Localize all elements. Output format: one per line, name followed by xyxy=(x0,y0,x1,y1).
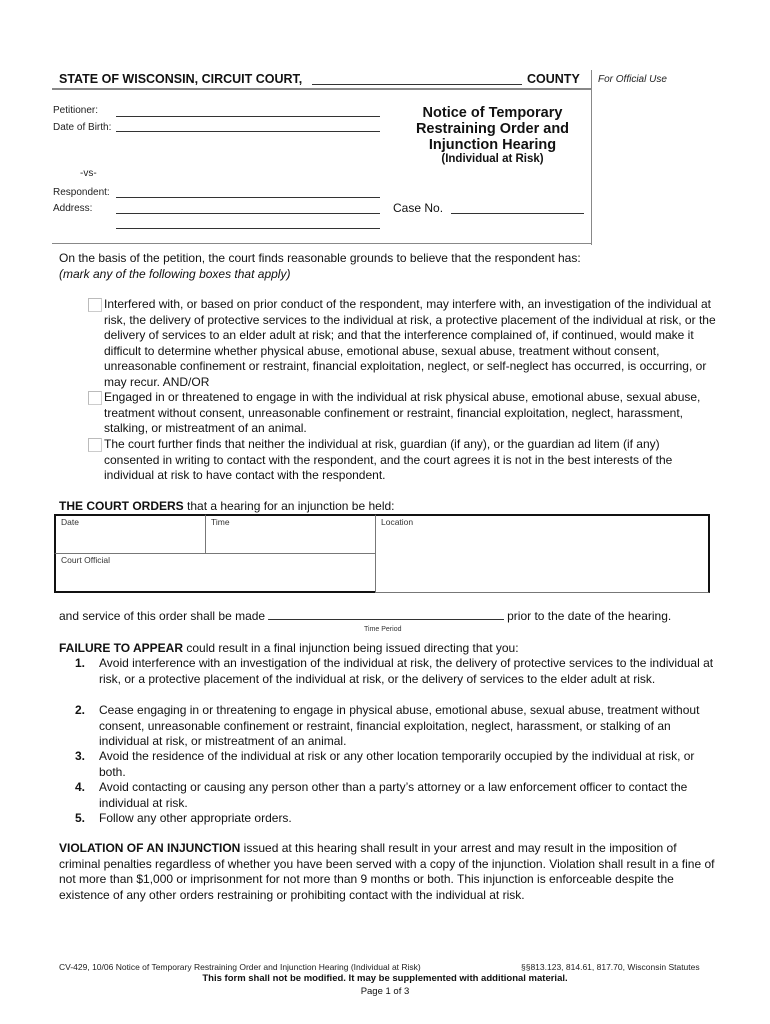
hearing-date-label: Date xyxy=(61,517,79,527)
service-text-before: and service of this order shall be made xyxy=(59,609,266,623)
modification-notice: This form shall not be modified. It may be supplemented with additional material. xyxy=(202,973,568,984)
dob-field[interactable] xyxy=(116,131,380,132)
order-text: Avoid the residence of the individual at risk or any other location temporarily occupied by the individual at risk, or both. xyxy=(99,749,695,779)
petitioner-field[interactable] xyxy=(116,116,380,117)
document-title xyxy=(400,105,585,153)
failure-rest: could result in a final injunction being issued directing that you: xyxy=(183,641,519,655)
document-subtitle: (Individual at Risk) xyxy=(441,153,544,165)
finding-item xyxy=(88,437,718,484)
address-label: Address: xyxy=(53,203,93,214)
order-list-item xyxy=(59,780,719,811)
county-label: COUNTY xyxy=(527,72,580,86)
address-field-1[interactable] xyxy=(116,213,380,214)
title-line-3: Injunction Hearing xyxy=(428,137,557,153)
hearing-time-field[interactable] xyxy=(205,514,376,554)
violation-bold: VIOLATION OF AN INJUNCTION xyxy=(59,841,241,855)
hearing-location-field[interactable] xyxy=(375,514,710,593)
findings-intro: On the basis of the petition, the court finds reasonable grounds to believe that the respondent has: xyxy=(59,251,581,265)
order-list-item xyxy=(59,703,719,750)
service-statement xyxy=(59,609,671,623)
court-orders-rest: that a hearing for an injunction be held: xyxy=(183,499,395,513)
order-text: Avoid interference with an investigation of the individual at risk, the delivery of protective services to the individual at risk, or a protective placement of the individual at risk, or the delivery of services to the elder adult at risk. xyxy=(99,656,714,686)
order-text: Avoid contacting or causing any person other than a party’s attorney or a law enforcement officer to contact the individual at risk. xyxy=(99,780,688,810)
hearing-location-label: Location xyxy=(381,517,414,527)
order-number: 2. xyxy=(75,703,86,717)
form-identifier: CV-429, 10/06 Notice of Temporary Restraining Order and Injunction Hearing (Individual at Risk) xyxy=(59,962,421,972)
finding-text-2: Engaged in or threatened to engage in with the individual at risk physical abuse, emotional abuse, sexual abuse, treatment without consent, unreasonable confinement or restraint, financial exploitation, neglect, harassment, stalking, or mistreatment of an animal. xyxy=(104,390,701,435)
petitioner-label: Petitioner: xyxy=(53,105,99,116)
address-field-2[interactable] xyxy=(116,228,380,229)
case-no-label: Case No. xyxy=(393,201,444,215)
court-orders-heading xyxy=(59,499,395,513)
court-official-label: Court Official xyxy=(61,555,110,565)
finding-checkbox-1[interactable] xyxy=(88,298,102,312)
order-text: Follow any other appropriate orders. xyxy=(99,811,292,825)
failure-bold: FAILURE TO APPEAR xyxy=(59,641,184,655)
order-list-item xyxy=(59,749,719,780)
finding-item xyxy=(88,297,718,390)
statute-reference: §§813.123, 814.61, 817.70, Wisconsin Statutes xyxy=(521,962,700,972)
findings-instruction: (mark any of the following boxes that apply) xyxy=(59,267,291,281)
finding-checkbox-3[interactable] xyxy=(88,438,102,452)
finding-checkbox-2[interactable] xyxy=(88,391,102,405)
order-list-item xyxy=(59,811,719,827)
dob-label: Date of Birth: xyxy=(53,122,112,133)
court-official-field[interactable] xyxy=(54,553,376,593)
respondent-field[interactable] xyxy=(116,197,380,198)
failure-heading xyxy=(59,641,519,655)
page-number: Page 1 of 3 xyxy=(360,986,410,997)
respondent-label: Respondent: xyxy=(53,187,110,198)
service-text-after: prior to the date of the hearing. xyxy=(507,609,672,623)
caption-divider xyxy=(52,243,592,244)
title-line-1: Notice of Temporary xyxy=(422,105,563,121)
official-use-divider xyxy=(591,70,592,245)
county-field[interactable] xyxy=(312,84,522,85)
violation-text: issued at this hearing shall result in your arrest and may result in the imposition of criminal penalties regardless of whether you have been served with a copy of the injunction. Violation shall result in a fine of not more than $1,000 or imprisonment for not more than 9 months or both. This injunction is enforceable despite the existence of any other orders restraining or prohibiting contact with the individual at risk. xyxy=(59,841,715,902)
hearing-time-label: Time xyxy=(211,517,230,527)
order-list-item xyxy=(59,656,719,687)
case-no-field[interactable] xyxy=(451,213,584,214)
official-use-label: For Official Use xyxy=(598,74,667,85)
hearing-date-field[interactable] xyxy=(54,514,206,554)
order-number: 1. xyxy=(75,656,86,670)
court-title: STATE OF WISCONSIN, CIRCUIT COURT, xyxy=(59,72,303,86)
finding-text-1: Interfered with, or based on prior conduct of the respondent, may interfere with, an investigation of the individual at risk, the delivery of protective services to the individual at risk, a protective placement of the individual at risk, or the delivery of services to an elder adult at risk; and that the interference complained of, if continued, would make it difficult to determine whether physical abuse, emotional abuse, sexual abuse, treatment without consent, unreasonable confinement or restraint, financial exploitation, neglect, or self-neglect has occurred, is occurring, or may recur. AND/OR xyxy=(104,297,716,389)
order-number: 3. xyxy=(75,749,86,763)
order-text: Cease engaging in or threatening to engage in physical abuse, emotional abuse, sexual abuse, treatment without consent, unreasonable confinement or restraint, financial exploitation, neglect, harassment, or stalking of an individual at risk, or mistreatment of an animal. xyxy=(99,703,700,748)
vs-label: -vs- xyxy=(80,168,97,179)
header-divider xyxy=(52,88,592,90)
finding-item xyxy=(88,390,718,437)
violation-paragraph xyxy=(59,841,719,903)
court-orders-bold: THE COURT ORDERS xyxy=(59,499,184,513)
order-number: 4. xyxy=(75,780,86,794)
order-number: 5. xyxy=(75,811,86,825)
time-period-field[interactable] xyxy=(268,609,504,620)
title-line-2: Restraining Order and xyxy=(415,121,570,137)
time-period-label: Time Period xyxy=(364,626,402,633)
finding-text-3: The court further finds that neither the individual at risk, guardian (if any), or the guardian ad litem (if any) consented in writing to contact with the respondent, and the court agrees it is not in the best interests of the individual at risk to have contact with the respondent. xyxy=(104,437,673,482)
